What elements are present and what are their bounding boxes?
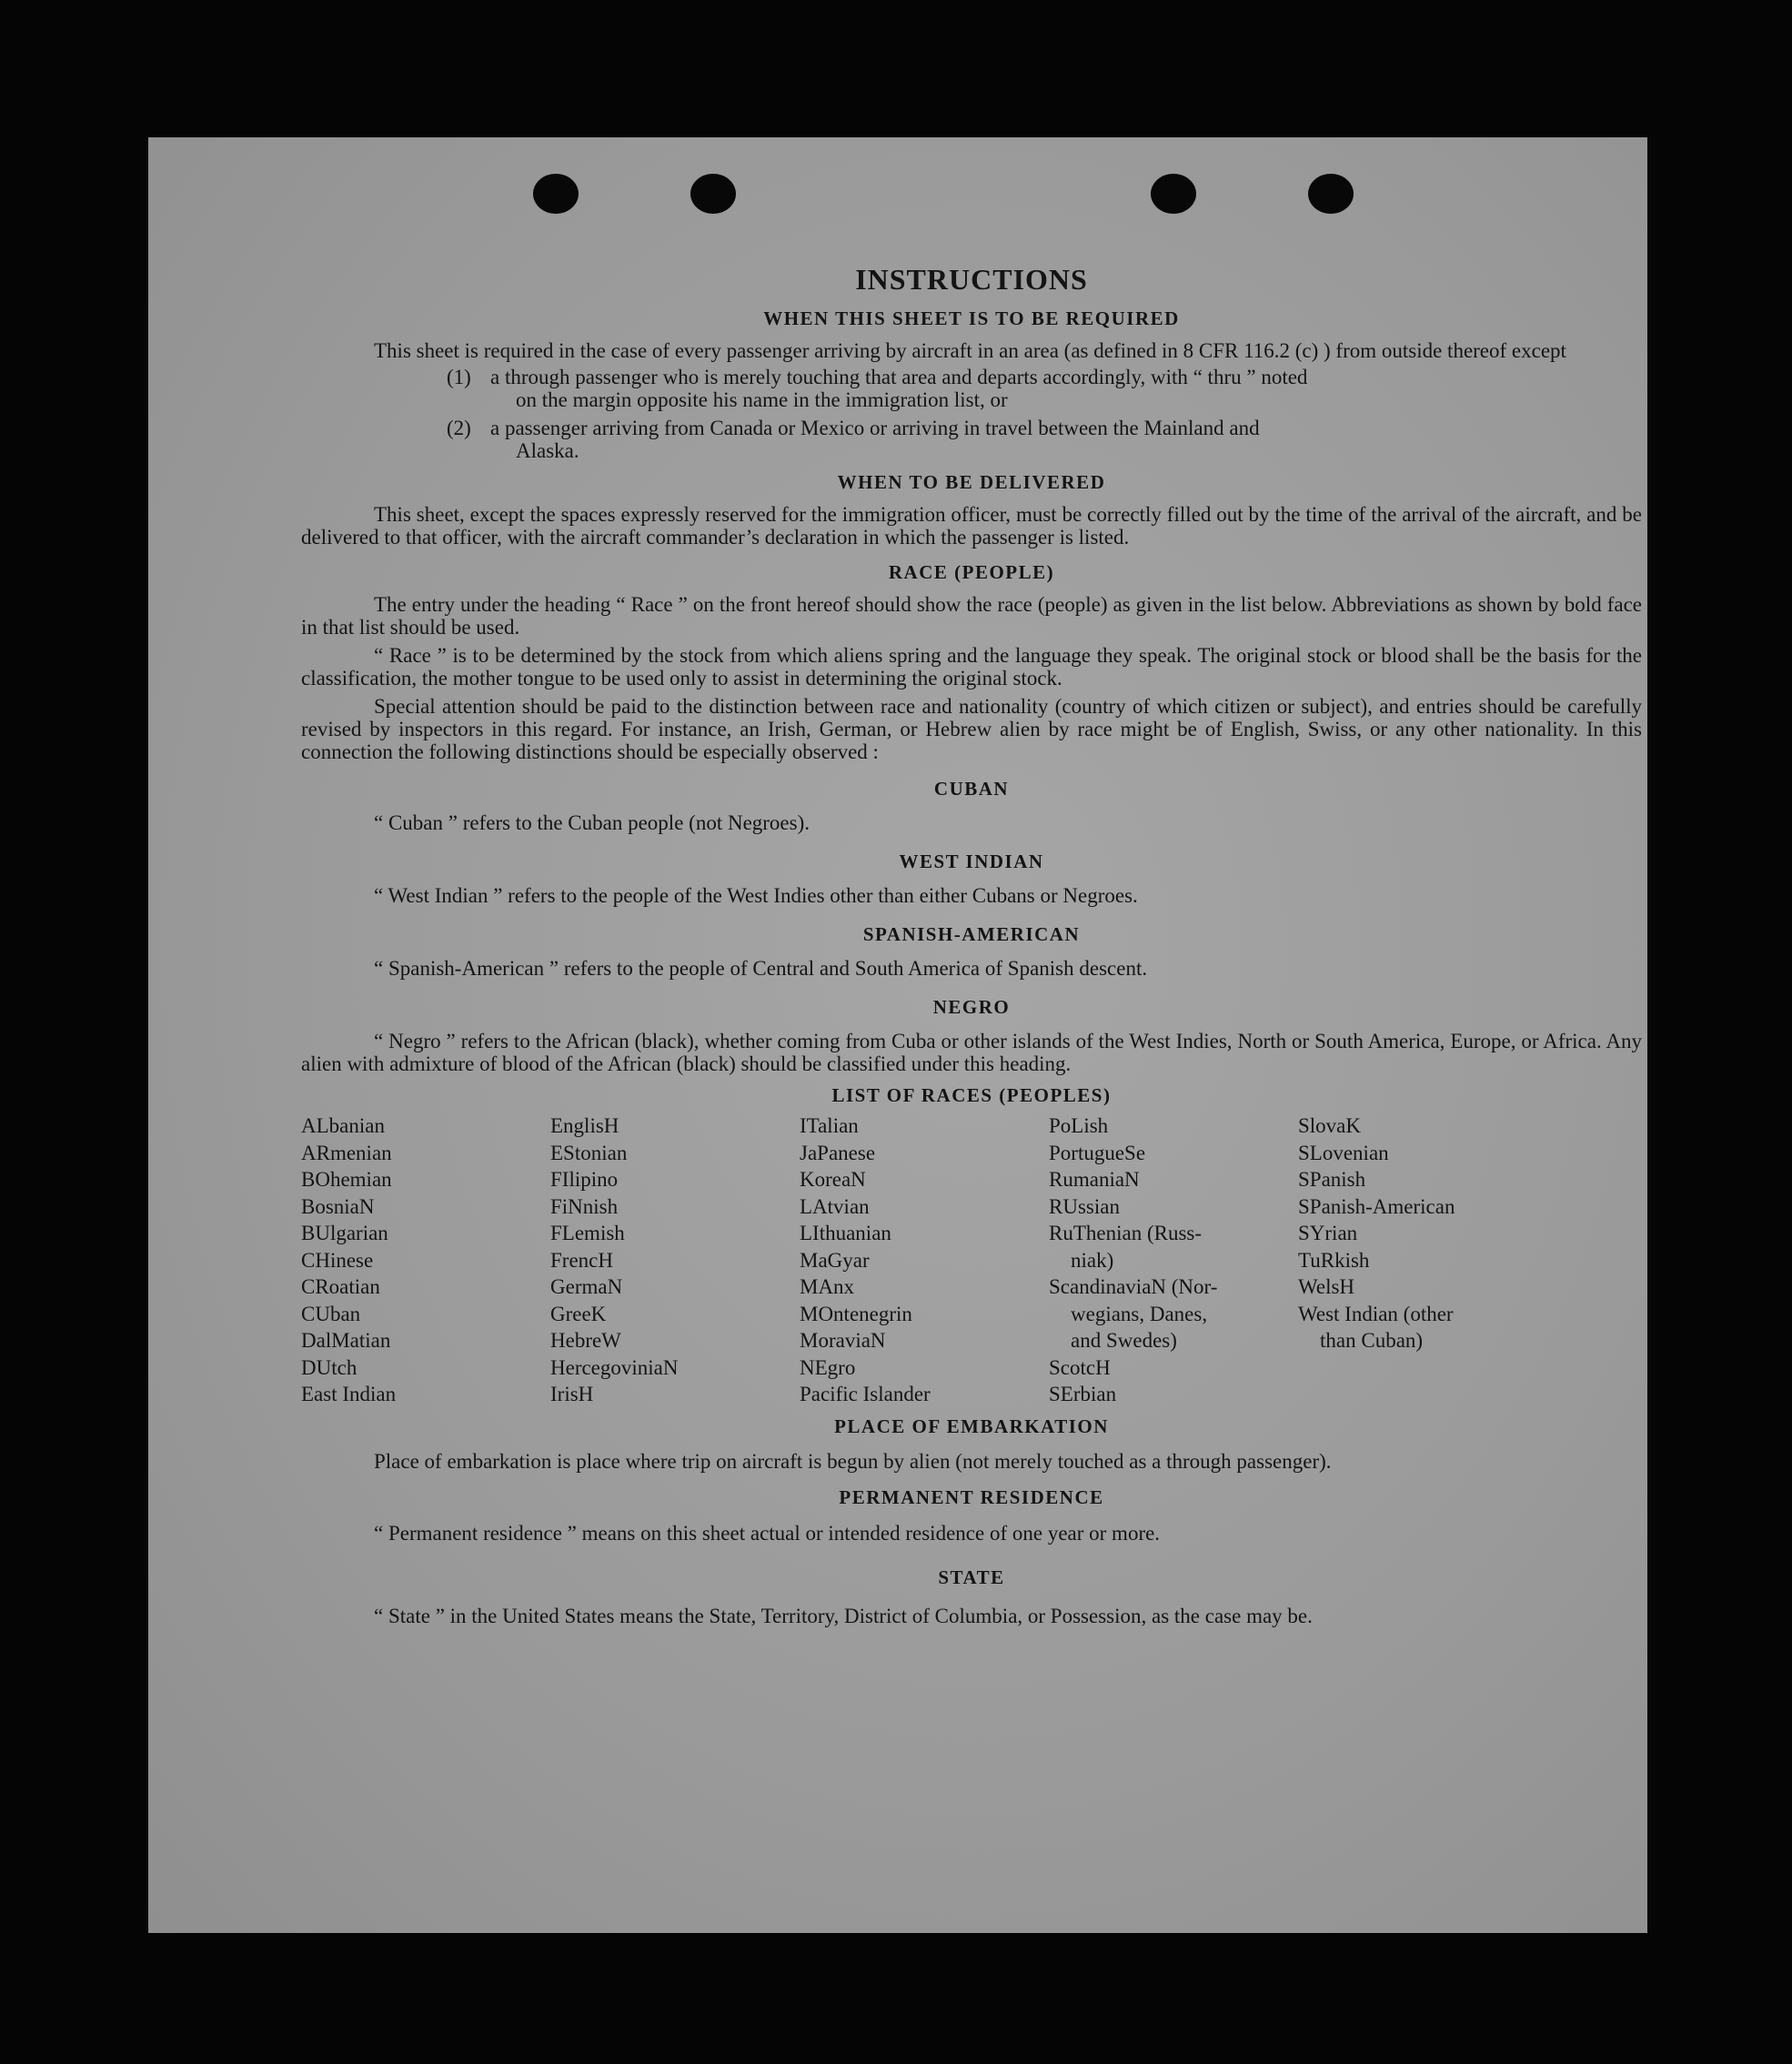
race-entry: ScandinaviaN (Nor- — [1049, 1275, 1218, 1298]
race-entry: TuRkish — [1298, 1248, 1370, 1272]
race-entry: LAtvian — [800, 1194, 870, 1218]
race-entry-continued: wegians, Danes, — [1071, 1302, 1208, 1325]
race-entry: FLemish — [550, 1222, 625, 1244]
item-text-continued: on the margin opposite his name in the immigration list, or — [516, 388, 1008, 411]
section-heading-place-of-embarkation: PLACE OF EMBARKATION — [834, 1415, 1109, 1437]
punch-hole — [690, 174, 736, 214]
cuban-text: “ Cuban ” refers to the Cuban people (not Negroes). — [374, 811, 810, 834]
race-entry: IrisH — [550, 1383, 594, 1405]
item-text: a passenger arriving from Canada or Mexico or arriving in travel between the Mainland and — [490, 417, 1260, 439]
race-entry: KoreaN — [800, 1168, 866, 1191]
section-heading-race: RACE (PEOPLE) — [888, 561, 1055, 583]
race-entry: SPanish — [1298, 1168, 1366, 1191]
races-column-4 — [1049, 1113, 1298, 1408]
race-entry: WelsH — [1298, 1275, 1355, 1298]
races-column-3 — [800, 1113, 1049, 1408]
race-entry: ScotcH — [1049, 1355, 1111, 1379]
race-entry: CHinese — [301, 1248, 374, 1272]
race-entry: HebreW — [550, 1329, 621, 1352]
race-entry: MaGyar — [800, 1248, 870, 1272]
race-entry: ITalian — [800, 1114, 859, 1137]
section-heading-spanish-american: SPANISH-AMERICAN — [862, 923, 1081, 945]
race-entry: RUssian — [1049, 1194, 1120, 1218]
race-entry: CUban — [301, 1302, 361, 1325]
section-heading-list-of-races: LIST OF RACES (PEOPLES) — [831, 1084, 1112, 1106]
race-entry: LIthuanian — [800, 1222, 891, 1244]
race-entry: SPanish-American — [1298, 1194, 1455, 1218]
place-of-embarkation-text: Place of embarkation is place where trip on aircraft is begun by alien (not merely touched as a through passenger). — [374, 1449, 1332, 1473]
races-column-5 — [1298, 1113, 1507, 1408]
west-indian-text: “ West Indian ” refers to the people of the West Indies other than either Cubans or Negroes. — [374, 884, 1138, 907]
race-entry: CRoatian — [301, 1275, 380, 1298]
race-entry: EStonian — [550, 1141, 628, 1164]
section-heading-west-indian: WEST INDIAN — [899, 851, 1044, 872]
race-entry: MoraviaN — [800, 1329, 886, 1352]
race-entry: PortugueSe — [1049, 1141, 1146, 1164]
race-entry: SlovaK — [1298, 1114, 1361, 1137]
race-entry: BosniaN — [301, 1194, 375, 1218]
race-entry: ARmenian — [301, 1141, 392, 1164]
page-title: INSTRUCTIONS — [855, 263, 1088, 296]
race-entry: GreeK — [550, 1302, 607, 1325]
race-entry: BOhemian — [301, 1168, 392, 1191]
instructions-content — [301, 263, 1642, 1630]
race-entry: SErbian — [1049, 1383, 1117, 1405]
race-entry: SLovenian — [1298, 1141, 1389, 1164]
section-heading-cuban: CUBAN — [933, 778, 1010, 800]
when-delivered-text: This sheet, except the spaces expressly reserved for the immigration officer, must be correctly filled out by the time of the arrival of the aircraft, and be delivered to that officer, with the aircraft commander’s declaration in which the passenger is listed. — [301, 503, 1642, 549]
race-entry: HercegoviniaN — [550, 1355, 679, 1379]
item-number: (1) — [447, 366, 471, 388]
state-text: “ State ” in the United States means the State, Territory, District of Columbia, or Possession, as the case may be. — [374, 1604, 1313, 1627]
punch-hole — [1308, 174, 1354, 214]
races-column-2 — [550, 1113, 800, 1408]
section-heading-state: STATE — [938, 1566, 1005, 1588]
when-required-intro: This sheet is required in the case of every passenger arriving by aircraft in an area (as defined in 8 CFR 116.2 (c) ) from outside thereof except — [374, 339, 1566, 362]
race-entry: BUlgarian — [301, 1222, 388, 1244]
race-entry: FrencH — [550, 1248, 613, 1272]
punch-hole — [1151, 174, 1196, 214]
race-entry: West Indian (other — [1298, 1302, 1454, 1325]
spanish-american-text: “ Spanish-American ” refers to the people of Central and South America of Spanish descent. — [374, 957, 1148, 980]
race-entry: RumaniaN — [1049, 1168, 1140, 1191]
race-entry: EnglisH — [550, 1114, 619, 1137]
race-entry: MAnx — [800, 1275, 855, 1298]
section-heading-permanent-residence: PERMANENT RESIDENCE — [839, 1485, 1104, 1508]
race-entry: JaPanese — [800, 1141, 876, 1164]
exception-item-1 — [447, 366, 1642, 411]
race-entry: GermaN — [550, 1275, 623, 1298]
race-paragraph: “ Race ” is to be determined by the stock from which aliens spring and the language they speak. The original stock or blood shall be the basis for the classification, the mother tongue to be used only to assist in determining the original stock. — [301, 644, 1642, 690]
race-entry: Pacific Islander — [800, 1383, 931, 1405]
section-heading-when-required: WHEN THIS SHEET IS TO BE REQUIRED — [763, 307, 1180, 329]
race-entry: NEgro — [800, 1355, 856, 1379]
race-entry: FIlipino — [550, 1168, 619, 1191]
race-entry: FiNnish — [550, 1194, 619, 1218]
races-list — [301, 1113, 1642, 1408]
race-entry: SYrian — [1298, 1222, 1358, 1244]
permanent-residence-text: “ Permanent residence ” means on this sheet actual or intended residence of one year or more. — [374, 1521, 1161, 1545]
race-entry: RuThenian (Russ- — [1049, 1222, 1203, 1244]
race-paragraph: Special attention should be paid to the distinction between race and nationality (country of which citizen or subject), and entries should be carefully revised by inspectors in this regard. For instance, an Irish, German, or Hebrew alien by race might be of English, Swiss, or any other nationality. In this connection the following distinctions should be especially observed : — [301, 695, 1642, 763]
section-heading-negro: NEGRO — [932, 996, 1011, 1018]
punch-hole — [533, 174, 579, 214]
exception-item-2 — [447, 417, 1642, 462]
item-number: (2) — [447, 417, 471, 439]
races-column-1 — [301, 1113, 550, 1408]
race-entry: DalMatian — [301, 1329, 391, 1352]
race-entry: ALbanian — [301, 1114, 385, 1137]
race-entry: PoLish — [1049, 1114, 1109, 1137]
item-text-continued: Alaska. — [516, 439, 579, 462]
document-sheet — [148, 137, 1647, 1933]
race-entry-continued: than Cuban) — [1320, 1329, 1424, 1352]
race-entry: MOntenegrin — [800, 1302, 912, 1325]
race-paragraph: The entry under the heading “ Race ” on the front hereof should show the race (people) as given in the list below. Abbreviations as shown by bold face in that list should be used. — [301, 593, 1642, 639]
race-entry-continued: and Swedes) — [1071, 1329, 1177, 1352]
race-entry: East Indian — [301, 1383, 397, 1405]
race-entry: DUtch — [301, 1355, 357, 1379]
item-text: a through passenger who is merely touching that area and departs accordingly, with “ thru ” noted — [490, 366, 1308, 388]
negro-text: “ Negro ” refers to the African (black), whether coming from Cuba or other islands of the West Indies, North or South America, Europe, or Africa. Any alien with admixture of blood of the African (black) should be classified under this heading. — [301, 1030, 1642, 1075]
race-entry-continued: niak) — [1071, 1248, 1114, 1272]
section-heading-when-delivered: WHEN TO BE DELIVERED — [837, 471, 1106, 493]
